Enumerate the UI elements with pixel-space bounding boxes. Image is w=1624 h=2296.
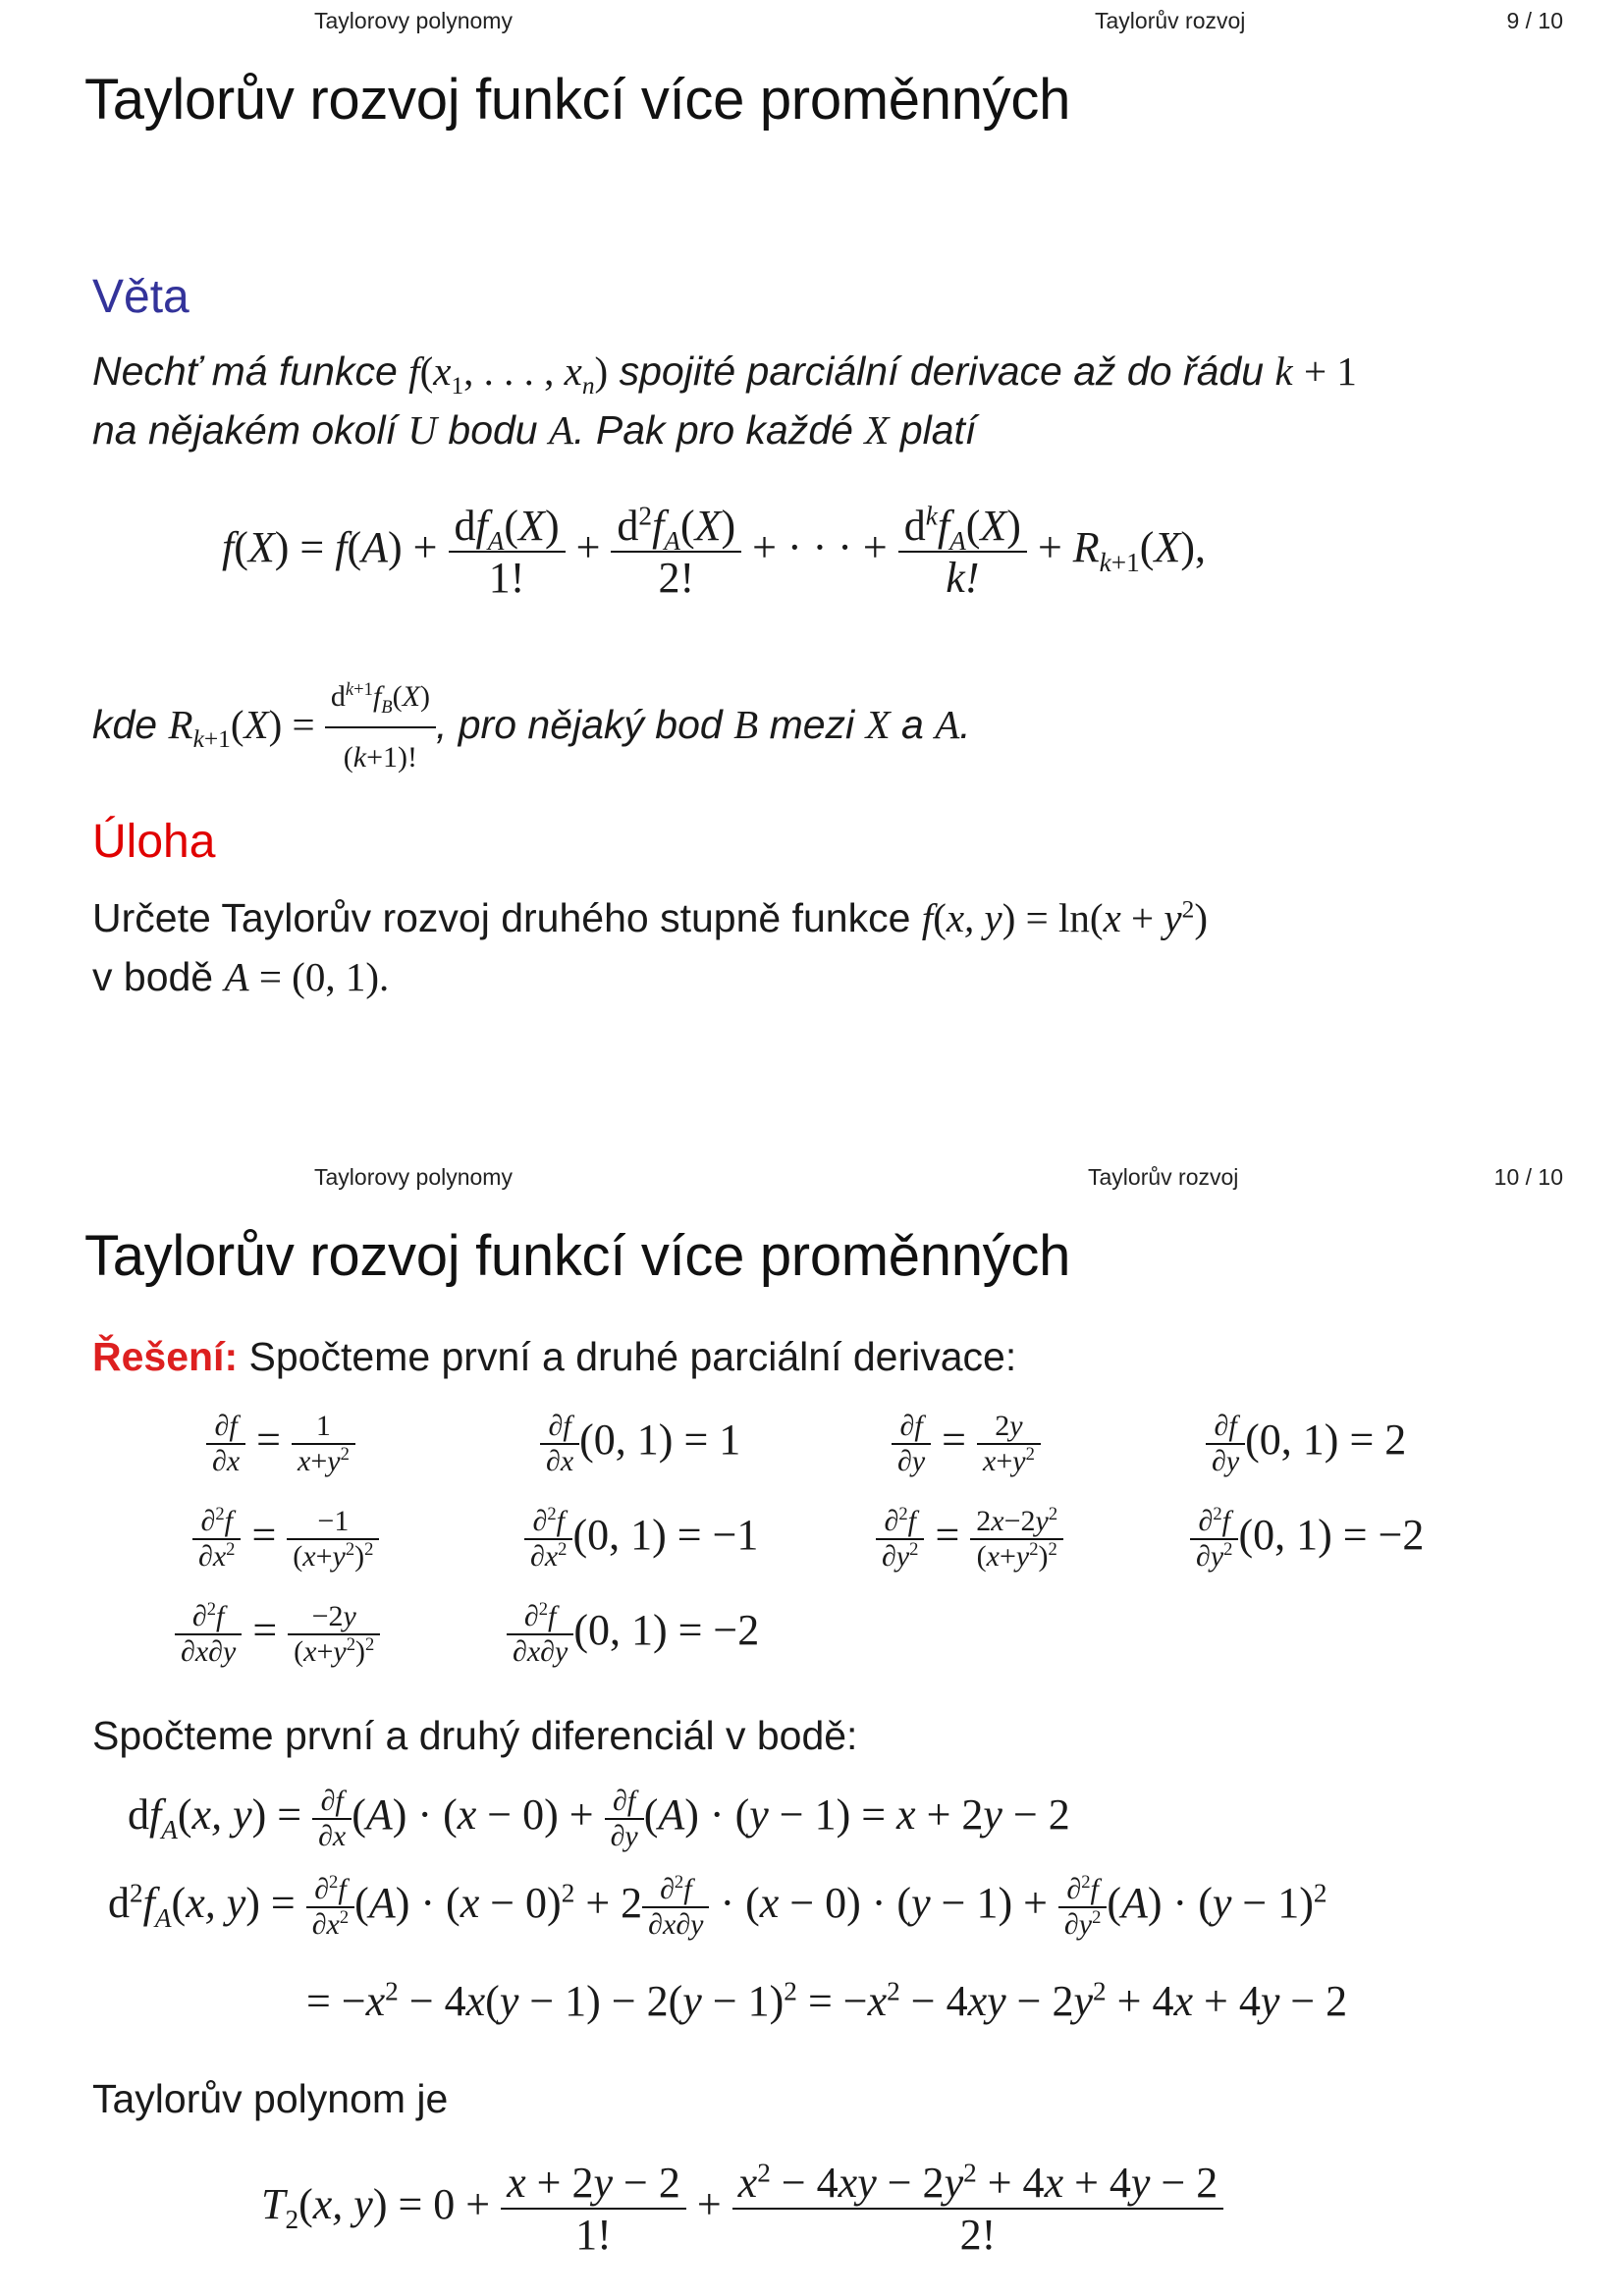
slide-10 [0, 1156, 1624, 2296]
remainder-line: kde $R_{k+1}(X)$ = $\frac{d^{k+1}f_B(X)}{(k+1)!}$ , pro nějaký bod B mezi X a A. [92, 667, 971, 787]
first-differential: $df_A(x$, y) = $\frac{\partial f}{\partial x}$ (A) · (x − 0) + $\frac{\partial f}{\partial y}$ (A) · (y − 1) = x + 2y − 2 [128, 1785, 1070, 1852]
second-differential-expanded: = $-x^2 - 4x(y - 1) - 2(y - 1)^2 = -x^2 - 4xy - 2y^2 + 4x + 4y - 2$ [306, 1976, 1348, 2025]
differential-text: Spočteme první a druhý diferenciál v bodě: [92, 1713, 858, 1758]
deriv-fxx-value: $\frac{\partial^2f}{\partial x^2}$ (0, 1) = −1 [524, 1505, 758, 1574]
deriv-fyy-value: $\frac{\partial^2f}{\partial y^2}$ (0, 1) = −2 [1190, 1505, 1424, 1574]
theorem-body: Nechť má funkce $f(x_1$, . . . , $x_n$) spojité parciální derivace až do řádu k + 1 na nějakém okolí U bodu A. Pak pro každé X platí [92, 348, 1357, 453]
header-subsection: Taylorův rozvoj [1088, 1164, 1239, 1190]
deriv-fxy-value: $\frac{\partial^2f}{\partial x\partial y}$ (0, 1) = −2 [507, 1600, 759, 1669]
header-section: Taylorovy polynomy [314, 8, 513, 33]
task-heading: Úloha [92, 816, 216, 868]
theorem-heading: Věta [92, 271, 189, 323]
deriv-fxx: $\frac{\partial^2f}{\partial x^2}$ = $\frac{-1}{(x+y^2)^2}$ [192, 1505, 379, 1574]
taylor-polynomial: $T_2(x$, y) = 0 + $\frac{x + 2y - 2}{1!}$ + $\frac{x^2 - 4xy - 2y^2 + 4x + 4y - 2}{2!}$ [261, 2158, 1223, 2260]
page-number: 10 / 10 [1493, 1164, 1563, 1190]
header-section: Taylorovy polynomy [314, 1164, 513, 1190]
second-differential: $d^2f_A(x$, y) = $\frac{\partial^2f}{\partial x^2}$ $(A) \cdot (x - 0)^2 + 2$ $\frac{\partial^2f}{\partial x\partial y}$ · (x − 0) · (y − 1) + $\frac{\partial^2f}{\partial y^2}$ $(A) \cdot (y - 1)^2$ [108, 1872, 1327, 1941]
deriv-fyy: $\frac{\partial^2f}{\partial y^2}$ = $\frac{2x-2y^2}{(x+y^2)^2}$ [876, 1505, 1063, 1574]
deriv-fxy: $\frac{\partial^2f}{\partial x\partial y}$ = $\frac{-2y}{(x+y^2)^2}$ [175, 1600, 380, 1669]
solution-line: Řešení: Spočteme první a druhé parciální derivace: [92, 1334, 1017, 1379]
task-body: Určete Taylorův rozvoj druhého stupně funkce f(x, $y) = \ln(x + y^2)$ v bodě A = (0, 1). [92, 895, 1208, 999]
deriv-fy: $\frac{\partial f}{\partial y}$ = $\frac{2y}{x+y^2}$ [892, 1410, 1041, 1478]
polynomial-text: Taylorův polynom je [92, 2076, 449, 2121]
page-number: 9 / 10 [1506, 8, 1563, 33]
deriv-fx-value: $\frac{\partial f}{\partial x}$ (0, 1) = 1 [540, 1410, 740, 1478]
frame-title: Taylorův rozvoj funkcí více proměnných [84, 1224, 1071, 1288]
solution-label: Řešení: [92, 1334, 239, 1379]
frame-title: Taylorův rozvoj funkcí více proměnných [84, 68, 1071, 132]
taylor-formula: f(X) = f(A) + $\frac{df_A(X)}{1!}$ + $\frac{d^2f_A(X)}{2!}$ + · · · + $\frac{d^kf_A(X)}{k!}$ + $R_{k+1}(X)$, [222, 501, 1206, 602]
deriv-fx: $\frac{\partial f}{\partial x}$ = $\frac{1}{x+y^2}$ [206, 1410, 355, 1478]
deriv-fy-value: $\frac{\partial f}{\partial y}$ (0, 1) = 2 [1206, 1410, 1406, 1478]
header-subsection: Taylorův rozvoj [1095, 8, 1246, 33]
